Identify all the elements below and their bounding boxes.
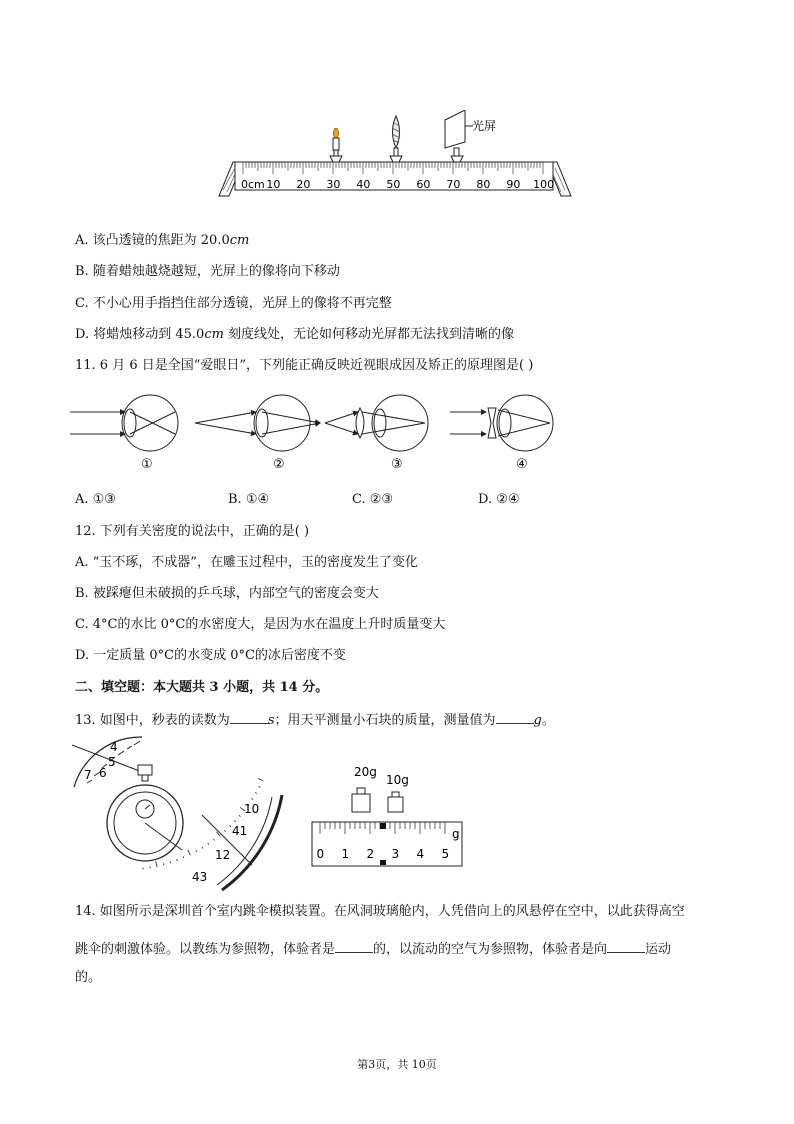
ruler-tick-label: 20 — [296, 178, 311, 191]
eye-diagram-4 — [450, 395, 553, 472]
candle — [333, 128, 339, 156]
convex-lens — [392, 116, 400, 156]
eye-diagram-2 — [195, 395, 320, 472]
q10-option-a: A. 该凸透镜的焦距为 20.0cm — [75, 233, 250, 248]
q10-option-b: B. 随着蜡烛越烧越短，光屏上的像将向下移动 — [75, 264, 340, 279]
q10-option-d: D. 将蜡烛移动到 45.0cm 刻度线处，无论如何移动光屏都无法找到清晰的像 — [75, 327, 515, 342]
ruler-tick-label: 30 — [326, 178, 341, 191]
tick — [239, 815, 241, 816]
eye-label-2: ② — [273, 457, 285, 472]
q14-line-1: 14. 如图所示是深圳首个室内跳伞模拟装置。在风洞玻璃舱内，人凭借向上的风悬停在空中，以此获得高空 — [75, 904, 685, 919]
weight-10g-shape — [388, 792, 403, 812]
answer-blank[interactable] — [230, 710, 268, 724]
q12-option-b: B. 被踩瘪但未破损的乒乓球，内部空气的密度会变大 — [75, 586, 379, 601]
eye-label-3: ③ — [391, 457, 403, 472]
tick — [258, 786, 260, 787]
tick — [251, 798, 253, 799]
eye-diagram-1 — [70, 395, 178, 472]
scale-tick-label: 0 — [316, 847, 325, 861]
big-dial-43: 43 — [192, 870, 208, 884]
stopwatch-figure — [72, 735, 292, 895]
q11-option-b: B. ①④ — [228, 492, 270, 507]
q11-option-d: D. ②④ — [478, 492, 520, 507]
q14-line-2: 跳伞的刺激体验。以教练为参照物，体验者是 的，以流动的空气为参照物，体验者是向 运动 — [75, 939, 671, 959]
scale-tick-label: 1 — [341, 847, 350, 861]
tick — [163, 863, 164, 865]
answer-blank[interactable] — [607, 939, 645, 953]
tick — [224, 830, 225, 831]
rider — [380, 823, 386, 829]
ruler-tick-label: 70 — [446, 178, 461, 191]
small-dial-6: 6 — [99, 766, 107, 780]
q11-option-a: A. ①③ — [75, 492, 116, 507]
weight-20g: 20g — [354, 765, 377, 779]
eye-label-4: ④ — [516, 457, 528, 472]
eye-label-1: ① — [141, 457, 153, 472]
tick — [177, 859, 178, 861]
tick — [258, 778, 263, 781]
ruler-bench — [219, 162, 571, 196]
q12-option-c: C. 4°C的水比 0°C的水密度大，是因为水在温度上升时质量变大 — [75, 617, 446, 632]
tick — [170, 861, 171, 863]
screen-label: 光屏 — [472, 119, 497, 133]
tick — [188, 850, 191, 855]
answer-blank[interactable] — [335, 939, 373, 953]
tick — [255, 792, 257, 793]
big-dial-41: 41 — [232, 824, 248, 838]
balance-figure — [310, 760, 470, 870]
optical-bench-figure — [215, 110, 575, 202]
small-dial-7: 7 — [84, 768, 92, 782]
scale-tick-label: 2 — [366, 847, 375, 861]
q14-line-3: 的。 — [75, 970, 102, 985]
q11-option-c: C. ②③ — [352, 492, 394, 507]
q12-option-d: D. 一定质量 0°C的水变成 0°C的冰后密度不变 — [75, 648, 346, 663]
big-dial-12: 12 — [215, 848, 231, 862]
ruler-unit-label: 0cm — [241, 178, 265, 191]
weight-10g: 10g — [386, 773, 409, 787]
answer-blank[interactable] — [496, 710, 534, 724]
small-dial-5: 5 — [108, 755, 116, 769]
scale-unit: g — [452, 827, 460, 841]
q10-option-c: C. 不小心用手指挡住部分透镜，光屏上的像将不再完整 — [75, 296, 392, 311]
scale-tick-label: 4 — [416, 847, 425, 861]
scale-tick-label: 5 — [441, 847, 450, 861]
eye-diagrams — [70, 388, 590, 478]
ruler-tick-label: 100 — [533, 178, 555, 191]
eye-diagram-3 — [325, 395, 428, 472]
big-dial-10: 10 — [244, 802, 260, 816]
tick — [229, 825, 230, 826]
scale-tick-label: 3 — [391, 847, 400, 861]
tick — [202, 847, 203, 849]
q13-stem: 13. 如图中，秒表的读数为 s；用天平测量小石块的质量，测量值为 g。 — [75, 710, 555, 730]
tick — [196, 850, 197, 852]
ruler-tick-label: 80 — [476, 178, 491, 191]
tick — [183, 856, 184, 858]
ruler-tick-label: 50 — [386, 178, 401, 191]
q11-stem: 11. 6 月 6 日是全国“爱眼日”，下列能正确反映近视眼成因及矫正的原理图是( ) — [75, 358, 534, 373]
q12-stem: 12. 下列有关密度的说法中，正确的是( ) — [75, 524, 310, 539]
section-title: 二、填空题：本大题共 3 小题，共 14 分。 — [75, 680, 329, 695]
ruler-tick-label: 40 — [356, 178, 371, 191]
page-footer: 第3页，共 10页 — [357, 1058, 437, 1071]
small-dial-4: 4 — [110, 740, 118, 754]
tick — [156, 861, 157, 867]
tick — [213, 839, 214, 841]
ruler-tick-label: 60 — [416, 178, 431, 191]
tick — [234, 820, 235, 821]
weight-20g-shape — [352, 788, 370, 812]
ruler-tick-label: 90 — [506, 178, 521, 191]
tick — [208, 843, 209, 845]
light-screen — [445, 110, 496, 156]
ruler-tick-label: 10 — [266, 178, 281, 191]
q12-option-a: A. “玉不琢，不成器”，在雕玉过程中，玉的密度发生了变化 — [75, 555, 418, 570]
